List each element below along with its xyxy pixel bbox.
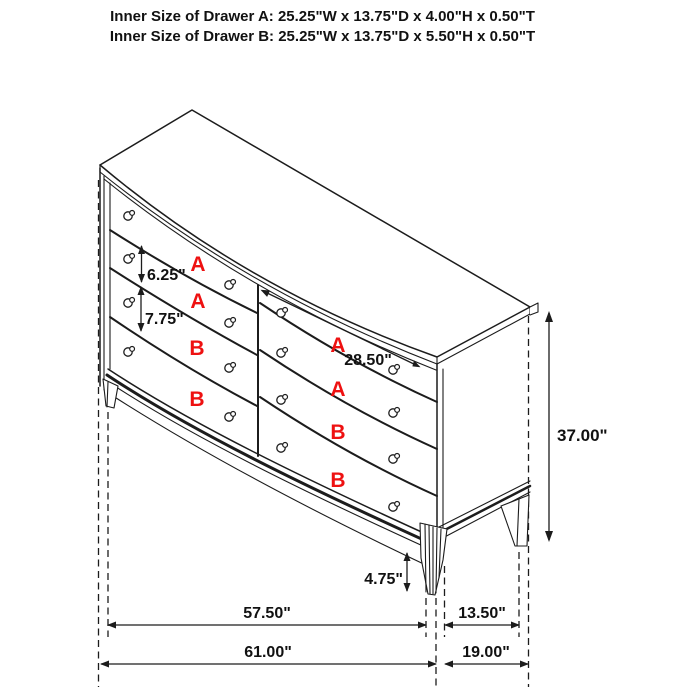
right-drawer-3-label: B (330, 421, 346, 444)
dim-overall-width: 61.00" (244, 644, 292, 661)
drawer-b-spec-text: Inner Size of Drawer B: 25.25"W x 13.75"D x 5.50"H x 0.50"T (109, 28, 536, 45)
left-drawer-1-label: A (190, 253, 206, 276)
drawer-front-face (104, 179, 437, 567)
dim-drawer-b-height: 7.75" (145, 311, 184, 328)
back-right-leg (501, 495, 529, 546)
dim-overall-height: 37.00" (557, 426, 608, 445)
dim-drawer-column-width: 28.50" (344, 352, 392, 369)
right-drawer-4-label: B (330, 469, 346, 492)
dim-width-between-legs: 57.50" (243, 605, 291, 622)
right-drawer-2-label: A (330, 378, 346, 401)
drawer-a-spec-text: Inner Size of Drawer A: 25.25"W x 13.75"D x 4.00"H x 0.50"T (110, 8, 535, 25)
right-drawer-1-label: A (330, 334, 346, 357)
front-left-leg (103, 379, 118, 408)
left-drawer-4-label: B (189, 388, 205, 411)
dim-overall-depth: 19.00" (462, 644, 510, 661)
left-drawer-3-label: B (189, 337, 205, 360)
dim-depth-between-legs: 13.50" (458, 605, 506, 622)
left-drawer-2-label: A (190, 290, 206, 313)
dim-drawer-a-height: 6.25" (147, 267, 186, 284)
dim-leg-height: 4.75" (364, 571, 403, 588)
top-back-corner-cap (530, 303, 538, 315)
dresser-left-edge (100, 168, 110, 390)
